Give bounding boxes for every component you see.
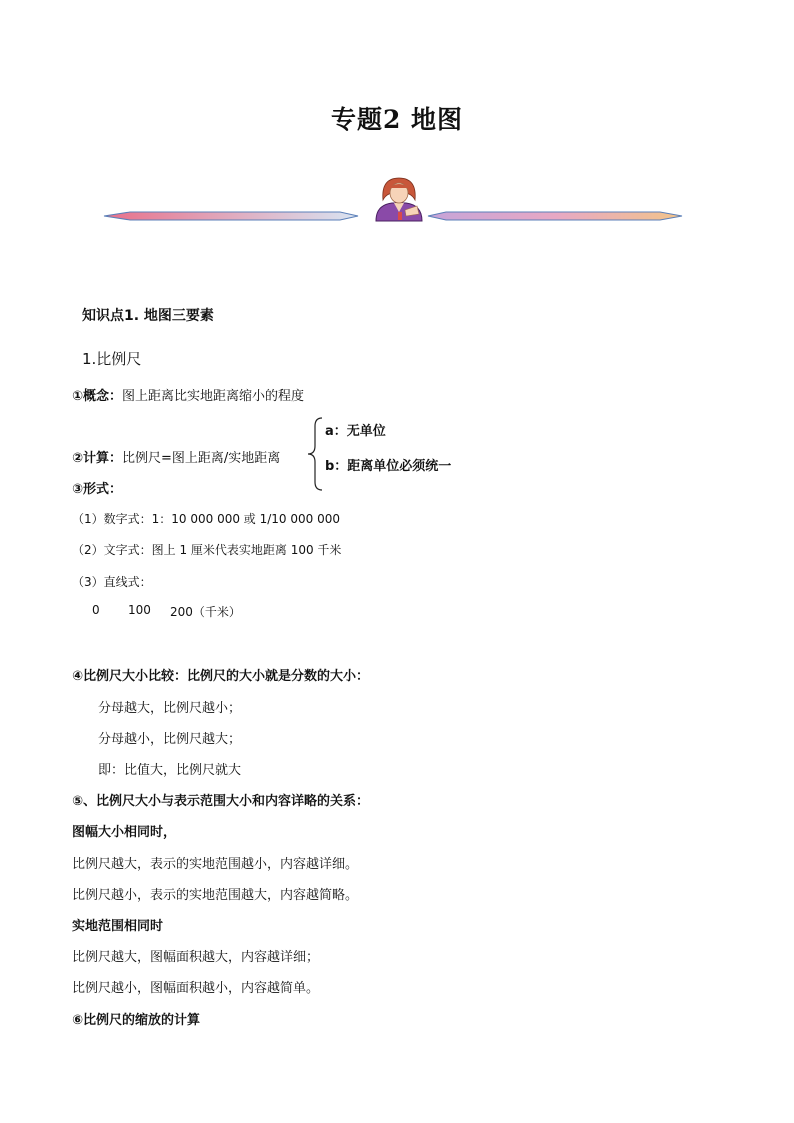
compare-line-1: 分母越大，比例尺越小；	[98, 701, 242, 716]
calc-label: ②计算：	[72, 451, 123, 466]
scale-label-100: 100	[128, 603, 151, 617]
relation-sub-1: 图幅大小相同时，	[72, 825, 177, 840]
calc-text: 比例尺=图上距离/实地距离	[122, 451, 281, 466]
teacher-figure-icon	[376, 178, 422, 221]
calc-note-a: a：无单位	[325, 424, 386, 439]
calc-line	[72, 447, 280, 466]
form-item-3: （3）直线式：	[72, 575, 152, 589]
curly-brace	[306, 416, 324, 492]
relation-sub-1-line-2: 比例尺越小，表示的实地范围越大，内容越简略。	[72, 888, 359, 903]
relation-sub-2-line-1: 比例尺越大，图幅面积越大，内容越详细；	[72, 950, 320, 965]
scale-label-200: 200（千米）	[170, 605, 241, 619]
form-item-2: （2）文字式：图上 1 厘米代表实地距离 100 千米	[72, 543, 342, 557]
section-heading: 知识点1. 地图三要素	[82, 308, 214, 324]
compare-line-3: 即：比值大，比例尺就大	[98, 763, 242, 778]
page-title: 专题2 地图	[330, 105, 464, 134]
concept-label: ①概念：	[72, 389, 123, 404]
banner-bar-left	[104, 212, 358, 220]
subsection-heading: 1.比例尺	[82, 350, 142, 368]
compare-heading: ④比例尺大小比较：比例尺的大小就是分数的大小：	[72, 669, 370, 684]
relation-sub-2: 实地范围相同时	[72, 919, 164, 934]
banner-bar-right	[428, 212, 682, 220]
form-item-1: （1）数字式：1：10 000 000 或 1/10 000 000	[72, 512, 340, 526]
scaling-heading: ⑥比例尺的缩放的计算	[72, 1013, 201, 1028]
concept-text: 图上距离比实地距离缩小的程度	[122, 389, 305, 404]
concept-line	[72, 385, 304, 404]
calc-note-b: b：距离单位必须统一	[325, 459, 452, 474]
compare-line-2: 分母越小，比例尺越大；	[98, 732, 242, 747]
title-banner	[100, 172, 690, 232]
form-label: ③形式：	[72, 482, 123, 497]
relation-heading: ⑤、比例尺大小与表示范围大小和内容详略的关系：	[72, 794, 370, 809]
scale-label-0: 0	[92, 603, 100, 617]
relation-sub-2-line-2: 比例尺越小，图幅面积越小，内容越简单。	[72, 981, 320, 996]
relation-sub-1-line-1: 比例尺越大，表示的实地范围越小，内容越详细。	[72, 857, 359, 872]
